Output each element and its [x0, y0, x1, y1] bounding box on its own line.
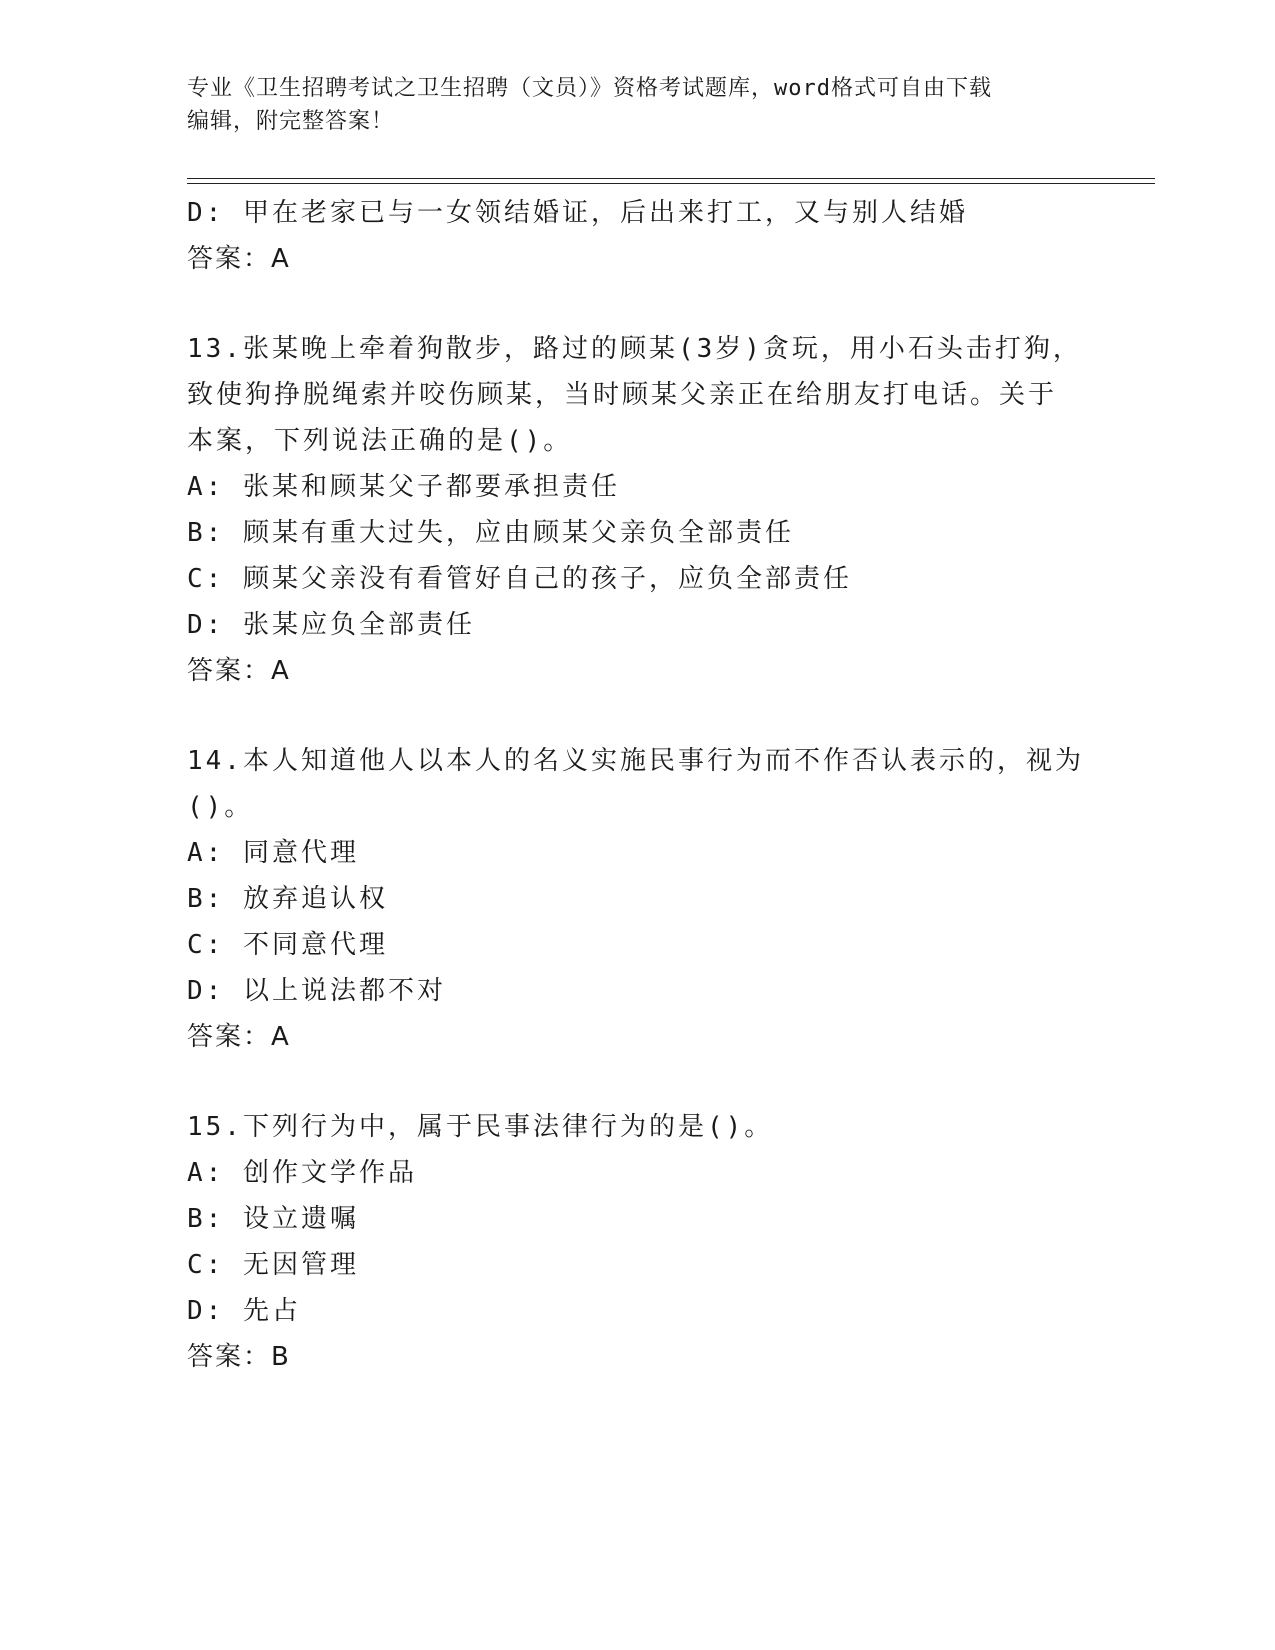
document-body: [187, 190, 1087, 1380]
answer-line: 答案：A: [187, 1022, 291, 1052]
spacer: [187, 1060, 1087, 1104]
stem-line: 致使狗挣脱绳索并咬伤顾某，当时顾某父亲正在给朋友打电话。关于: [187, 380, 1058, 410]
option-d: D: 以上说法都不对: [187, 976, 446, 1006]
document-header: [187, 72, 1087, 138]
stem-line: 13.张某晚上牵着狗散步，路过的顾某(3岁)贪玩，用小石头击打狗，: [187, 334, 1082, 364]
answer-line: 答案：A: [187, 244, 291, 274]
spacer: [187, 282, 1087, 326]
option-c: C: 无因管理: [187, 1250, 359, 1280]
option-c: C: 不同意代理: [187, 930, 388, 960]
option-c: C: 顾某父亲没有看管好自己的孩子，应负全部责任: [187, 564, 852, 594]
option-d: D: 甲在老家已与一女领结婚证，后出来打工，又与别人结婚: [187, 198, 968, 228]
stem-line: 15.下列行为中，属于民事法律行为的是()。: [187, 1112, 774, 1142]
stem-line: 本案，下列说法正确的是()。: [187, 426, 573, 456]
option-b: B: 顾某有重大过失，应由顾某父亲负全部责任: [187, 518, 794, 548]
previous-question-tail: [187, 190, 1087, 282]
option-b: B: 放弃追认权: [187, 884, 388, 914]
stem-line: 14.本人知道他人以本人的名义实施民事行为而不作否认表示的，视为: [187, 746, 1084, 776]
question-stem: [187, 1104, 1087, 1150]
question-13: [187, 326, 1087, 694]
header-line-2: 编辑，附完整答案！: [187, 109, 395, 134]
spacer: [187, 694, 1087, 738]
question-14: [187, 738, 1087, 1060]
option-a: A: 同意代理: [187, 838, 359, 868]
answer-line: 答案：B: [187, 1342, 291, 1372]
option-a: A: 张某和顾某父子都要承担责任: [187, 472, 620, 502]
stem-line: ()。: [187, 792, 254, 822]
header-divider-bottom: [187, 183, 1155, 184]
question-15: [187, 1104, 1087, 1380]
header-divider-top: [187, 178, 1155, 179]
question-stem: [187, 738, 1087, 830]
header-line-1: 专业《卫生招聘考试之卫生招聘（文员）》资格考试题库，word格式可自由下载: [187, 76, 992, 101]
option-d: D: 先占: [187, 1296, 301, 1326]
option-b: B: 设立遗嘱: [187, 1204, 359, 1234]
answer-line: 答案：A: [187, 656, 291, 686]
option-a: A: 创作文学作品: [187, 1158, 417, 1188]
question-stem: [187, 326, 1087, 464]
option-d: D: 张某应负全部责任: [187, 610, 475, 640]
